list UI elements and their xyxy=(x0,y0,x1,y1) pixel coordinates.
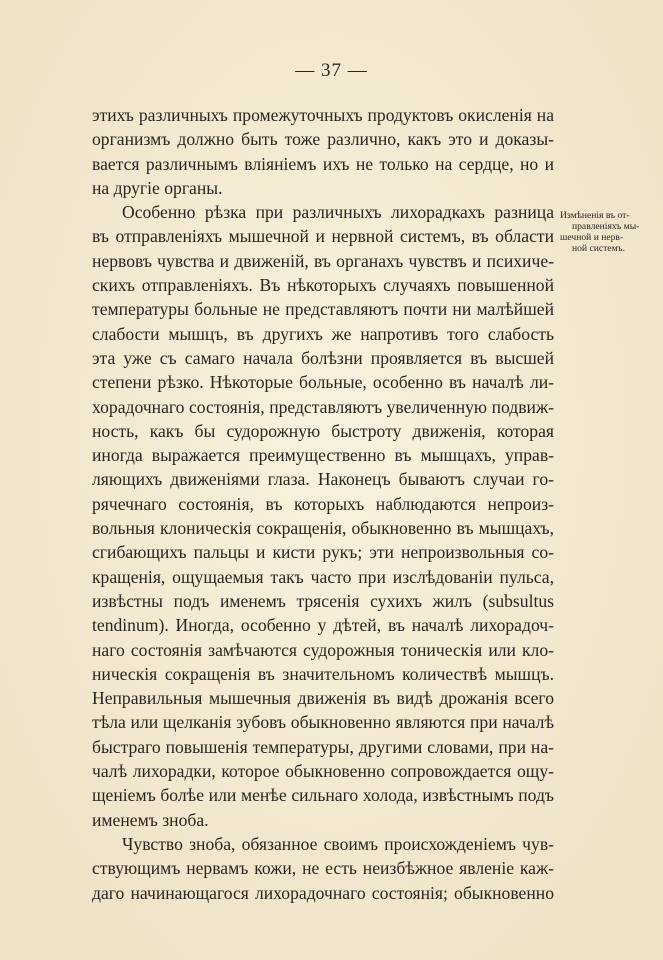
text-line: этихъ различныхъ промежуточныхъ продуктовъ окисленія на xyxy=(92,105,554,125)
text-line: именемъ зноба. xyxy=(92,809,209,830)
text-line: тѣла или щелканія зубовъ обыкновенно являются при началѣ xyxy=(92,712,554,733)
text-line: Неправильныя мышечныя движенія въ видѣ дрожанія всего xyxy=(92,688,554,709)
text-line: щеніемъ болѣе или менѣе сильнаго холода, извѣстнымъ подъ xyxy=(92,785,554,806)
text-line: въ отправленіяхъ мышечной и нервной системъ, въ области xyxy=(92,226,554,247)
text-line: tendinum). Иногда, особенно у дѣтей, въ началѣ лихорадоч- xyxy=(92,615,554,636)
text-line: нервовъ чувства и движеній, въ органахъ чувствъ и психиче- xyxy=(92,250,554,271)
margin-note-line: шечной и нерв- xyxy=(560,232,624,243)
text-line: на другіе органы. xyxy=(92,177,223,198)
text-line: ническія сокращенія въ значительномъ количествѣ мышцъ. xyxy=(92,663,554,684)
text-line: кращенія, ощущаемыя такъ часто при изслѣдованіи пульса, xyxy=(92,566,554,587)
text-line: извѣстны подъ именемъ трясенія сухихъ жилъ (subsultus xyxy=(92,590,554,611)
text-line: рячечнаго состоянія, въ которыхъ наблюдаются непроиз- xyxy=(92,493,554,514)
margin-note-line: правленіяхъ мы- xyxy=(572,221,640,232)
page-number: — 37 — xyxy=(295,60,368,81)
margin-note-line: Измѣненія въ от- xyxy=(560,210,630,221)
text-line: наго состоянія замѣчаются судорожныя тоническія или кло- xyxy=(92,639,554,660)
text-line: эта уже съ самаго начала болѣзни проявляется въ высшей xyxy=(92,347,554,368)
text-line: ствующимъ нервамъ кожи, не есть неизбѣжное явленіе каж- xyxy=(92,858,554,879)
text-line: иногда выражается преимущественно въ мышцахъ, управ- xyxy=(92,445,554,466)
text-line: Особенно рѣзка при различныхъ лихорадкахъ разница xyxy=(122,202,554,223)
text-line: Чувство зноба, обязанное своимъ происхожденіемъ чув- xyxy=(122,833,554,854)
text-line: хорадочнаго состоянія, представляютъ увеличенную подвиж- xyxy=(92,396,554,417)
text-line: организмъ должно быть тоже различно, какъ это и доказы- xyxy=(92,129,554,150)
margin-note xyxy=(560,210,660,254)
text-line: ляющихъ движеніями глаза. Наконецъ бываютъ случаи го- xyxy=(92,469,554,490)
text-line: вается различнымъ вліяніемъ ихъ не только на сердце, но и xyxy=(92,153,554,174)
margin-note-line: ной системъ. xyxy=(572,243,625,254)
text-line: чалѣ лихорадки, которое обыкновенно сопровождается ощу- xyxy=(92,761,554,782)
text-line: слабости мышцъ, въ другихъ же напротивъ того слабость xyxy=(92,323,554,344)
text-line: степени рѣзко. Нѣкоторые больные, особенно въ началѣ ли- xyxy=(92,372,554,393)
text-line: ность, какъ бы судорожную быстроту движенія, которая xyxy=(92,420,554,441)
text-line: быстраго повышенія температуры, другими словами, при на- xyxy=(92,736,554,757)
text-line: вольныя клоническія сокращенія, обыкновенно въ мышцахъ, xyxy=(92,518,554,539)
body-text xyxy=(92,103,554,905)
text-line: сгибающихъ пальцы и кисти рукъ; эти непроизвольныя со- xyxy=(92,542,554,563)
text-line: даго начинающагося лихорадочнаго состоянія; обыкновенно xyxy=(92,882,554,903)
text-line: скихъ отправленіяхъ. Въ нѣкоторыхъ случаяхъ повышенной xyxy=(92,275,554,296)
text-line: температуры больные не представляютъ почти ни малѣйшей xyxy=(92,299,554,320)
